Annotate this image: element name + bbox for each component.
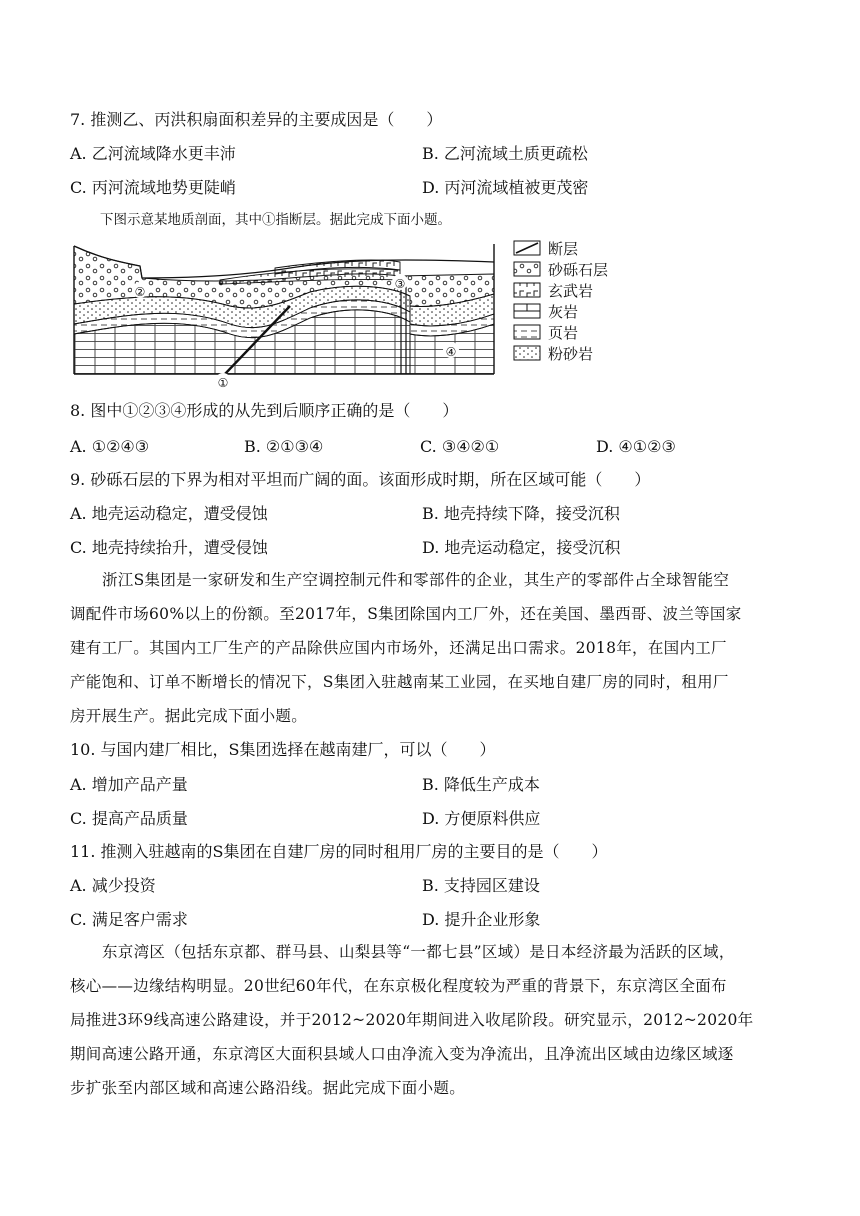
q11-option-c: C. 满足客户需求 <box>70 910 188 929</box>
q11-option-d: D. 提升企业形象 <box>422 910 541 929</box>
legend-label-fault: 断层 <box>548 240 579 258</box>
passage-line: 局推进3环9线高速公路建设，并于2012~2020年期间进入收尾阶段。研究显示，2012~2020年 <box>70 1011 754 1029</box>
q7-option-c: C. 丙河流域地势更陡峭 <box>70 178 236 197</box>
q10-stem: 10. 与国内建厂相比，S集团选择在越南建厂，可以（ ） <box>70 740 496 759</box>
q11-option-b: B. 支持园区建设 <box>422 876 540 895</box>
passage-line: 核心——边缘结构明显。20世纪60年代，在东京极化程度较为严重的背景下，东京湾区全面布 <box>70 977 727 995</box>
legend-label-limestone: 灰岩 <box>548 303 579 321</box>
legend-label-gravel: 砂砾石层 <box>548 261 609 279</box>
q9-option-b: B. 地壳持续下降，接受沉积 <box>422 504 620 523</box>
legend-label-siltstone: 粉砂岩 <box>548 345 594 363</box>
q10-option-a: A. 增加产品产量 <box>70 775 188 794</box>
q11-option-a: A. 减少投资 <box>70 876 156 895</box>
passage-line: 东京湾区（包括东京都、群马县、山梨县等“一都七县”区域）是日本经济最为活跃的区域， <box>102 943 735 961</box>
passage-s-group <box>70 563 794 733</box>
svg-text:④: ④ <box>445 345 457 359</box>
svg-text:②: ② <box>134 285 146 299</box>
passage-line: 浙江S集团是一家研发和生产空调控制元件和零部件的企业，其生产的零部件占全球智能空 <box>102 571 730 589</box>
geologic-cross-section-figure <box>70 238 650 390</box>
passage-line: 建有工厂。其国内工厂生产的产品除供应国内市场外，还满足出口需求。2018年，在国内工厂 <box>70 639 727 657</box>
q8-option-c: C. ③④②① <box>420 437 500 456</box>
q8-stem: 8. 图中①②③④形成的从先到后顺序正确的是（ ） <box>70 401 459 420</box>
legend-label-basalt: 玄武岩 <box>548 282 594 300</box>
q11-stem: 11. 推测入驻越南的S集团在自建厂房的同时租用厂房的主要目的是（ ） <box>70 842 608 861</box>
q9-option-c: C. 地壳持续抬升，遭受侵蚀 <box>70 538 268 557</box>
legend-label-shale: 页岩 <box>548 324 579 342</box>
passage-line: 期间高速公路开通，东京湾区大面积县域人口由净流入变为净流出，且净流出区域由边缘区域逐 <box>70 1045 734 1063</box>
q7-option-a: A. 乙河流域降水更丰沛 <box>70 144 236 163</box>
q7-option-b: B. 乙河流域土质更疏松 <box>422 144 588 163</box>
q10-option-b: B. 降低生产成本 <box>422 775 540 794</box>
q7-stem: 7. 推测乙、丙洪积扇面积差异的主要成因是（ ） <box>70 110 443 129</box>
q8-option-b: B. ②①③④ <box>244 437 324 456</box>
q9-option-a: A. 地壳运动稳定，遭受侵蚀 <box>70 504 268 523</box>
passage-tokyo-bay <box>70 935 794 1105</box>
q10-option-d: D. 方便原料供应 <box>422 809 541 828</box>
figure-intro: 下图示意某地质剖面，其中①指断层。据此完成下面小题。 <box>100 212 451 228</box>
legend <box>514 240 608 363</box>
q8-option-d: D. ④①②③ <box>596 437 676 456</box>
svg-text:③: ③ <box>394 277 406 291</box>
q8-option-a: A. ①②④③ <box>70 437 150 456</box>
label-1 <box>215 373 231 390</box>
q9-stem: 9. 砂砾石层的下界为相对平坦而广阔的面。该面形成时期，所在区域可能（ ） <box>70 470 651 489</box>
passage-line: 调配件市场60%以上的份额。至2017年，S集团除国内工厂外，还在美国、墨西哥、波兰等国家 <box>70 605 742 623</box>
passage-line: 房开展生产。据此完成下面小题。 <box>70 707 308 725</box>
svg-text:①: ① <box>217 376 229 390</box>
passage-line: 步扩张至内部区域和高速公路沿线。据此完成下面小题。 <box>70 1079 466 1097</box>
q7-option-d: D. 丙河流域植被更茂密 <box>422 178 589 197</box>
q10-option-c: C. 提高产品质量 <box>70 809 188 828</box>
passage-line: 产能饱和、订单不断增长的情况下，S集团入驻越南某工业园，在买地自建厂房的同时，租用厂 <box>70 673 729 691</box>
q9-option-d: D. 地壳运动稳定，接受沉积 <box>422 538 621 557</box>
